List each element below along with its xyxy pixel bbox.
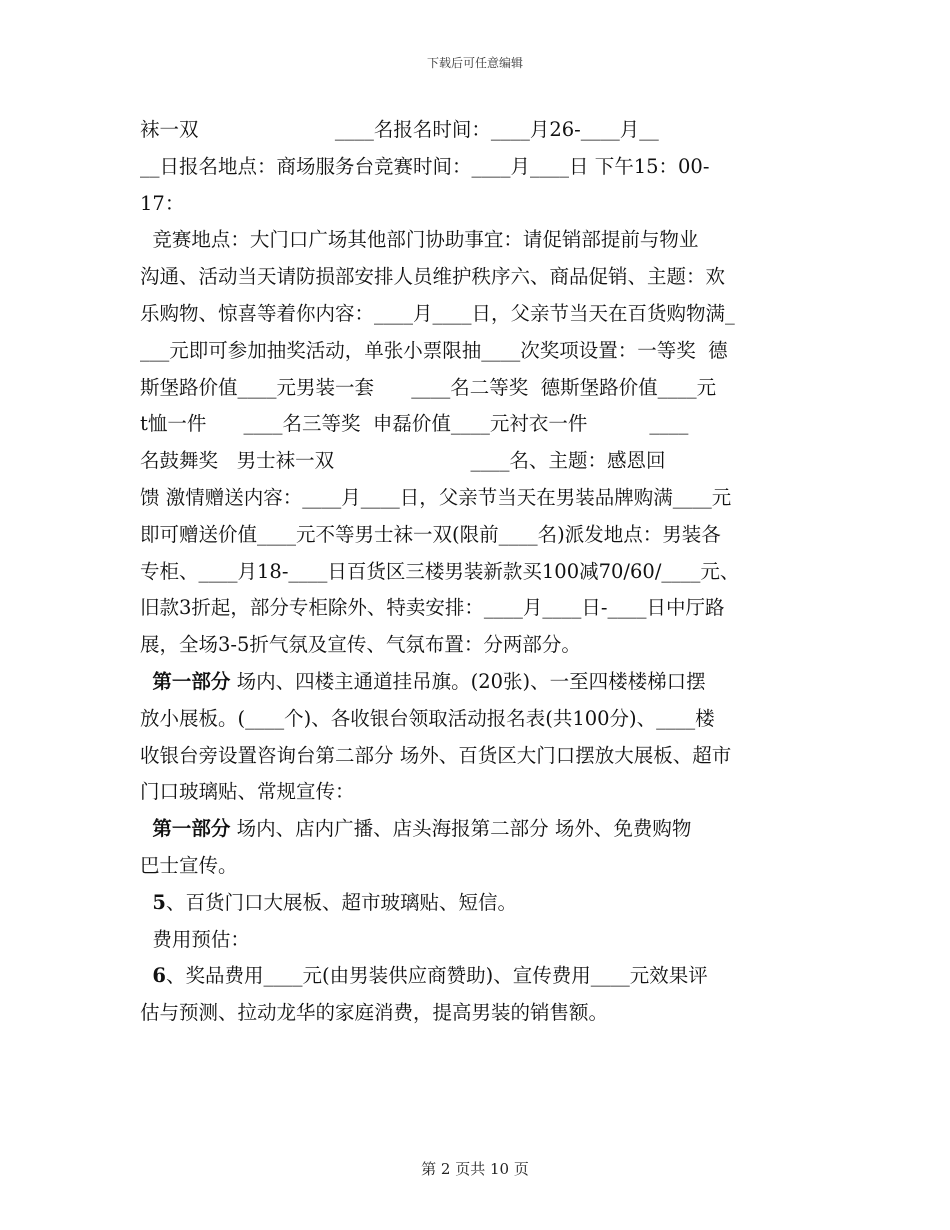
text-line: 旧款3折起，部分专柜除外、特卖安排：____月____日-____日中厅路 xyxy=(140,596,725,620)
text-line: 斯堡路价值____元男装一套 ____名二等奖 德斯堡路价值____元 xyxy=(140,375,717,399)
text-line: 竞赛地点：大门口广场其他部门协助事宜：请促销部提前与物业 xyxy=(140,228,699,252)
text-line: 门口玻璃贴、常规宣传： xyxy=(140,780,355,804)
text-line: 费用预估： xyxy=(140,927,250,951)
text-line: 17： xyxy=(140,191,185,215)
text-line: 名鼓舞奖 男士袜一双 ____名、主题：感恩回 xyxy=(140,449,666,473)
text-line: 展，全场3-5折气氛及宣传、气氛布置：分两部分。 xyxy=(140,633,581,657)
section-heading: 第一部分 xyxy=(152,817,231,841)
text-line: 第一部分 场内、店内广播、店头海报第二部分 场外、免费购物 xyxy=(152,817,692,841)
text-line: 巴士宣传。 xyxy=(140,853,238,877)
document-body xyxy=(140,112,810,1032)
text-line: 放小展板。(____个)、各收银台领取活动报名表(共100分)、____楼 xyxy=(140,706,715,730)
item-number: 5 xyxy=(152,890,166,914)
text-line: 乐购物、惊喜等着你内容：____月____日，父亲节当天在百货购物满_ xyxy=(140,301,735,325)
text-line: ___元即可参加抽奖活动，单张小票限抽____次奖项设置：一等奖 德 xyxy=(140,338,728,362)
section-heading: 第一部分 xyxy=(152,669,231,693)
text-line: 袜一双 ____名报名时间：____月26-____月__ xyxy=(140,118,659,141)
text-line: 即可赠送价值____元不等男士袜一双(限前____名)派发地点：男装各 xyxy=(140,522,721,546)
text-line: 收银台旁设置咨询台第二部分 场外、百货区大门口摆放大展板、超市 xyxy=(140,743,732,767)
text-line: 馈 激情赠送内容：____月____日，父亲节当天在男装品牌购满____元 xyxy=(140,485,732,509)
page-header: 下载后可任意编辑 xyxy=(426,56,523,70)
text-line: __日报名地点：商场服务台竞赛时间：____月____日 下午15：00- xyxy=(140,154,710,178)
text-line: 5、百货门口大展板、超市玻璃贴、短信。 xyxy=(152,890,517,914)
page-footer: 第 2 页共 10 页 xyxy=(421,1160,529,1178)
text-line: 专柜、____月18-____日百货区三楼男装新款买100减70/60/____元、 xyxy=(140,559,740,583)
text-line: 沟通、活动当天请防损部安排人员维护秩序六、商品促销、主题：欢 xyxy=(140,265,726,289)
text-line: t恤一件 ____名三等奖 申磊价值____元衬衣一件 ____ xyxy=(140,412,689,436)
text-line: 估与预测、拉动龙华的家庭消费，提高男装的销售额。 xyxy=(140,1001,609,1025)
text-line: 第一部分 场内、四楼主通道挂吊旗。(20张)、一至四楼楼梯口摆 xyxy=(152,669,706,693)
item-number: 6 xyxy=(152,964,166,988)
text-line: 6、奖品费用____元(由男装供应商赞助)、宣传费用____元效果评 xyxy=(152,964,708,988)
